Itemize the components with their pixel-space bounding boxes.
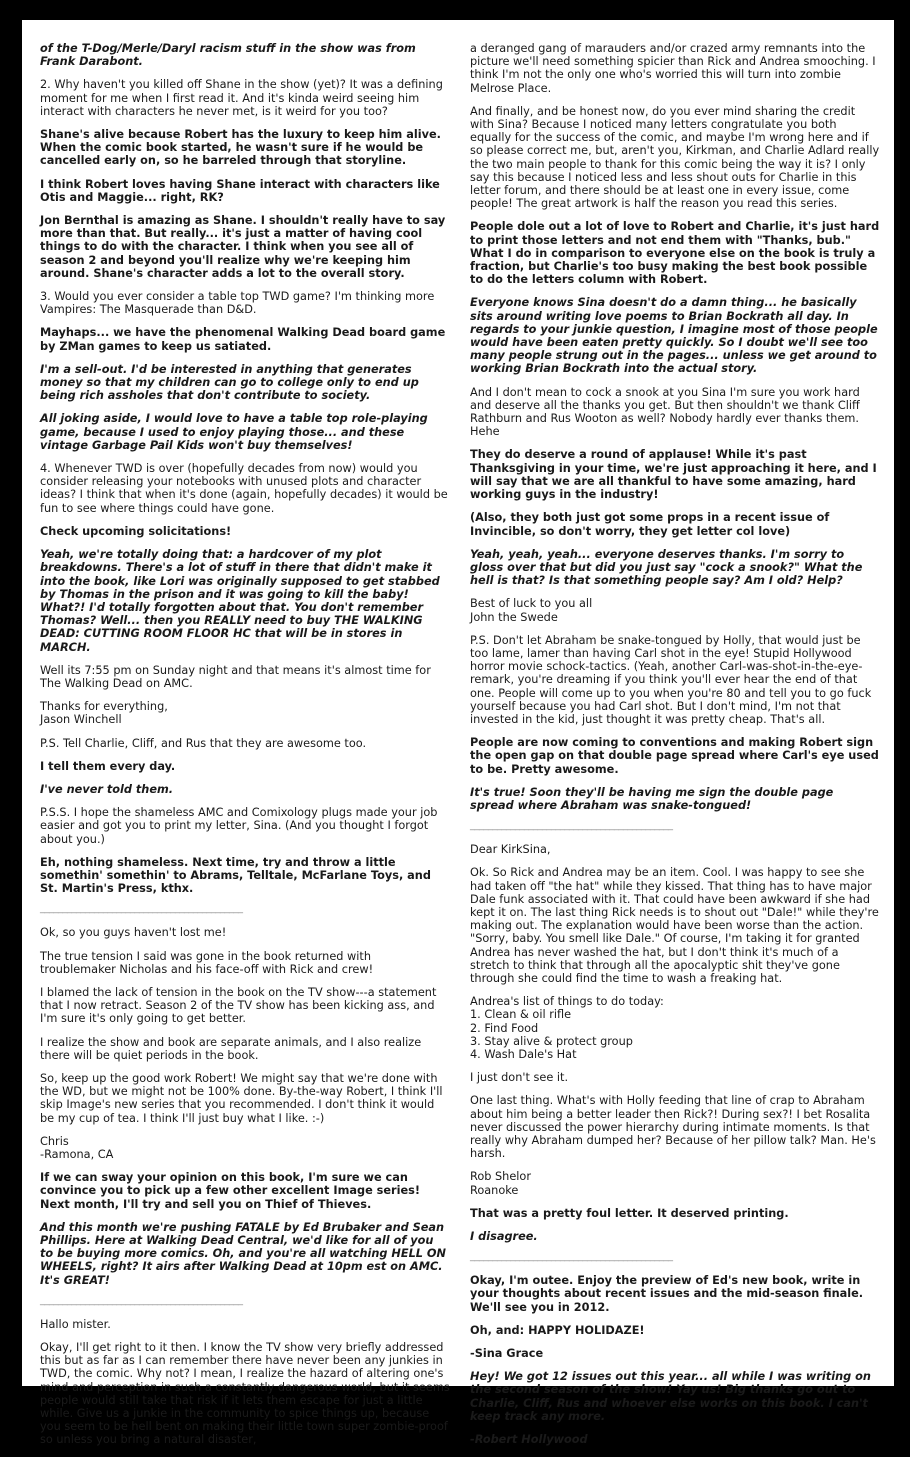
reply-paragraph: I've never told them. xyxy=(40,782,174,796)
letter-paragraph: I just don't see it. xyxy=(470,1071,569,1085)
reply-paragraph: (Also, they both just got some props in a recent issue of Invincible, so don't worry, they get letter col love) xyxy=(470,511,830,538)
letter-paragraph: I blamed the lack of tension in the book on the TV show---a statement that I now retract. Season 2 of the TV show has been kicking ass, and I'm sure it's only going to get better. xyxy=(40,985,437,1026)
letter-paragraph: P.S.S. I hope the shameless AMC and Comixology plugs made your job easier and got you to print my letter, Sina. (And you thought I forgot about you.) xyxy=(40,806,438,846)
reply-paragraph: Hey! We got 12 issues out this year... all while I was writing on the second season of the show! Yay us! Big thanks go out to Charlie, Cliff, Rus and whoever else works on this book. I can't keep track any more. xyxy=(470,1370,871,1423)
reply-paragraph: All joking aside, I would love to have a table top role-playing game, because I used to enjoy playing those... and these vintage Garbage Pail Kids won't buy themselves! xyxy=(40,412,428,452)
reply-paragraph: Yeah, we're totally doing that: a hardcover of my plot breakdowns. There's a lot of stuff in there that didn't make it into the book, like Lori was originally supposed to get stabbed by Thomas in the prison and it was going to kill the baby! What?! I'd totally forgotten about that. You don't remember Thomas? Well... then you REALLY need to buy THE WALKING DEAD: CUTTING ROOM FLOOR HC that will be in stores in MARCH. xyxy=(40,548,440,654)
reply-paragraph: Oh, and: HAPPY HOLIDAZE! xyxy=(470,1323,645,1337)
reply-paragraph: People dole out a lot of love to Robert and Charlie, it's just hard to print those letters and not end them with "Thanks, bub." What I do in comparison to everyone else on the book is truly a fraction, but Charlie's too busy making the best book possible to do the letters column with Robert. xyxy=(470,220,880,287)
divider-rule: _____________________________________________ xyxy=(470,820,673,832)
letter-paragraph: Dear KirkSina, xyxy=(470,843,551,857)
reply-paragraph: I'm a sell-out. I'd be interested in anything that generates money so that my children can go to college only to end up being rich assholes that don't contribute to society. xyxy=(40,362,419,403)
reply-paragraph: I disagree. xyxy=(470,1230,538,1244)
reply-paragraph: Okay, I'm outee. Enjoy the preview of Ed's new book, write in your thoughts about recent issues and the mid-season finale. We'll see you in 2012. xyxy=(470,1274,864,1314)
letter-paragraph: So, keep up the good work Robert! We might say that we're done with the WD, but we might not be 100% done. By-the-way Robert, I think I'll skip Image's new series that you recommended. I don't think it would be my cup of tea. I think I'll just buy what I like. :-) xyxy=(40,1071,443,1125)
left-column xyxy=(40,42,450,1457)
letter-paragraph: Thanks for everything, Jason Winchell xyxy=(40,700,168,727)
reply-paragraph: Jon Bernthal is amazing as Shane. I shouldn't really have to say more than that. But really... it's just a matter of having cool things to do with the character. I think when you see all of season 2 and beyond you'll realize why we're keeping him around. Shane's character adds a lot to the overall story. xyxy=(40,214,446,280)
letter-paragraph: Hallo mister. xyxy=(40,1317,111,1331)
right-column xyxy=(470,42,880,1456)
reply-paragraph: Check upcoming solicitations! xyxy=(40,524,232,538)
reply-paragraph: -Robert Hollywood xyxy=(470,1433,588,1447)
letter-paragraph: One last thing. What's with Holly feeding that line of crap to Abraham about him being a better leader then Rick?! During sex?! I bet Rosalita never discussed the power hierarchy during intimate moments. Is that really why Abraham dumped her? Because of her pillow talk? Man. He's harsh. xyxy=(470,1094,876,1161)
reply-paragraph: Eh, nothing shameless. Next time, try and throw a little somethin' somethin' to Abrams, Telltale, McFarlane Toys, and St. Martin's Press, kthx. xyxy=(40,855,431,896)
letter-paragraph: 3. Would you ever consider a table top TWD game? I'm thinking more Vampires: The Masquerade than D&D. xyxy=(40,290,435,317)
letter-paragraph: And finally, and be honest now, do you ever mind sharing the credit with Sina? Because I noticed many letters congratulate you both equally for the success of the comic, and maybe I'm wrong here and if so please correct me, but, aren't you, Kirkman, and Charlie Adlard really the two main people to thank for this comic being the way it is? I only say this because I noticed less and less shout outs for Charlie in this letter forum, and there should be at least one in every issue, come people! The great artwork is half the reason you read this series. xyxy=(470,104,880,211)
reply-paragraph: If we can sway your opinion on this book, I'm sure we can convince you to pick up a few other excellent Image series! Next month, I'll try and sell you on Thief of Thieves. xyxy=(40,1171,421,1211)
letter-paragraph: Ok. So Rick and Andrea may be an item. Cool. I was happy to see she had taken off "the hat" while they kissed. That thing has to have major Dale funk associated with it. That could have been awkward if she had kept it on. The last thing Rick needs is to shout out "Dale!" while they're making out. The explanation would have been worse than the action. "Sorry, baby. You smell like Dale." Of course, I'm taking it for granted Andrea has never washed the hat, but I don't think it's much of a stretch to think that through all the apocalyptic shit they've gone through she could find the time to wash a freaking hat. xyxy=(470,866,879,985)
reply-paragraph: Mayhaps... we have the phenomenal Walking Dead board game by ZMan games to keep us satiated. xyxy=(40,326,446,353)
letter-paragraph: The true tension I said was gone in the book returned with troublemaker Nicholas and his face-off with Rick and crew! xyxy=(40,949,374,976)
letter-paragraph: P.S. Tell Charlie, Cliff, and Rus that they are awesome too. xyxy=(40,736,367,750)
reply-paragraph: They do deserve a round of applause! While it's past Thanksgiving in your time, we're just approaching it here, and I will say that we are all thankful to have some amazing, hard working guys in the industry! xyxy=(470,448,877,502)
divider-rule: _____________________________________________ xyxy=(40,1294,243,1306)
reply-paragraph: That was a pretty foul letter. It deserved printing. xyxy=(470,1206,789,1220)
letter-paragraph: P.S. Don't let Abraham be snake-tongued by Holly, that would just be too lame, lamer than having Carl shot in the eye! Stupid Hollywood horror movie schock-tactics. (Yeah, another Carl-was-shot-in-the-eye-remark, you're dreaming if you think you'll ever hear the end of that one. People will come up to you when you're 80 and tell you to go fuck yourself because you had Carl shot. But I don't mind, I'm not that invested in the kid, just thought it was pretty cheap. That's all. xyxy=(470,633,872,726)
reply-paragraph: Shane's alive because Robert has the luxury to keep him alive. When the comic book started, he wasn't sure if he would be cancelled early on, so he barreled through that storyline. xyxy=(40,128,441,168)
reply-paragraph: And this month we're pushing FATALE by Ed Brubaker and Sean Phillips. Here at Walking Dead Central, we'd like for all of you to be buying more comics. Oh, and you're all watching HELL ON WHEELS, right? It airs after Walking Dead at 10pm est on AMC. It's GREAT! xyxy=(40,1220,446,1287)
divider-rule: _____________________________________________ xyxy=(40,903,243,915)
letter-paragraph: I realize the show and book are separate animals, and I also realize there will be quiet periods in the book. xyxy=(40,1035,422,1062)
letter-paragraph: 2. Why haven't you killed off Shane in the show (yet)? It was a defining moment for me when I first read it. And it's kinda weird seeing him interact with characters he never met, is it weird for you too? xyxy=(40,78,443,118)
letter-paragraph: Ok, so you guys haven't lost me! xyxy=(40,926,227,940)
reply-paragraph: Yeah, yeah, yeah... everyone deserves thanks. I'm sorry to gloss over that but did you just say "cock a snook?" What the hell is that? Is that something people say? Am I old? Help? xyxy=(470,547,863,588)
letter-paragraph: Best of luck to you all John the Swede xyxy=(470,597,593,624)
letter-paragraph: Andrea's list of things to do today: 1. Clean & oil rifle 2. Find Food 3. Stay alive & protect group 4. Wash Dale's Hat xyxy=(470,995,664,1061)
reply-paragraph: of the T-Dog/Merle/Daryl racism stuff in the show was from Frank Darabont. xyxy=(40,42,416,69)
reply-paragraph: I think Robert loves having Shane interact with characters like Otis and Maggie... right, RK? xyxy=(40,177,440,204)
divider-rule: _____________________________________________ xyxy=(470,1251,673,1263)
reply-paragraph: Everyone knows Sina doesn't do a damn thing... he basically sits around writing love poems to Brian Bockrath all day. In regards to your junkie question, I imagine most of those people would have been eaten pretty quickly. So I doubt we'll see too many people strung out in the pages... unless we get around to working Brian Bockrath into the actual story. xyxy=(470,296,878,376)
reply-paragraph: People are now coming to conventions and making Robert sign the open gap on that double page spread where Carl's eye used to be. Pretty awesome. xyxy=(470,736,879,776)
reply-paragraph: It's true! Soon they'll be having me sign the double page spread where Abraham was snake-tongued! xyxy=(470,785,834,812)
letter-paragraph: Well its 7:55 pm on Sunday night and that means it's almost time for The Walking Dead on AMC. xyxy=(40,663,431,690)
reply-paragraph: -Sina Grace xyxy=(470,1347,544,1361)
reply-paragraph: I tell them every day. xyxy=(40,759,176,773)
letter-paragraph: 4. Whenever TWD is over (hopefully decades from now) would you consider releasing your notebooks with unused plots and character ideas? I think that when it's done (again, hopefully decades) it would be fun to see where things could have gone. xyxy=(40,462,448,515)
letter-paragraph: Rob Shelor Roanoke xyxy=(470,1170,531,1197)
letter-paragraph: Okay, I'll get right to it then. I know the TV show very briefly addressed this but as far as I can remember there have never been any junkies in TWD, the comic. Why not? I mean, I realize the hazard of altering one's mind and perception in such a constantly dangerous world, but it seems people would still take that risk if it lets them escape for just a little while. Give us a junkie in the community to spice things up, because you seem to be hell bent on making their little town super zombie-proof so unless you bring a natural disaster, xyxy=(40,1341,450,1447)
letter-paragraph: And I don't mean to cock a snook at you Sina I'm sure you work hard and deserve all the thanks you get. But then shouldn't we thank Cliff Rathburn and Rus Wooton as well? Nobody hardly ever thanks them. Hehe xyxy=(470,385,860,439)
letter-paragraph: Chris -Ramona, CA xyxy=(40,1134,114,1161)
letters-page xyxy=(22,20,894,1447)
letter-paragraph: a deranged gang of marauders and/or crazed army remnants into the picture we'll need something spicier than Rick and Andrea smooching. I think I'm not the only one who's worried this will turn into zombie Melrose Place. xyxy=(470,42,876,95)
